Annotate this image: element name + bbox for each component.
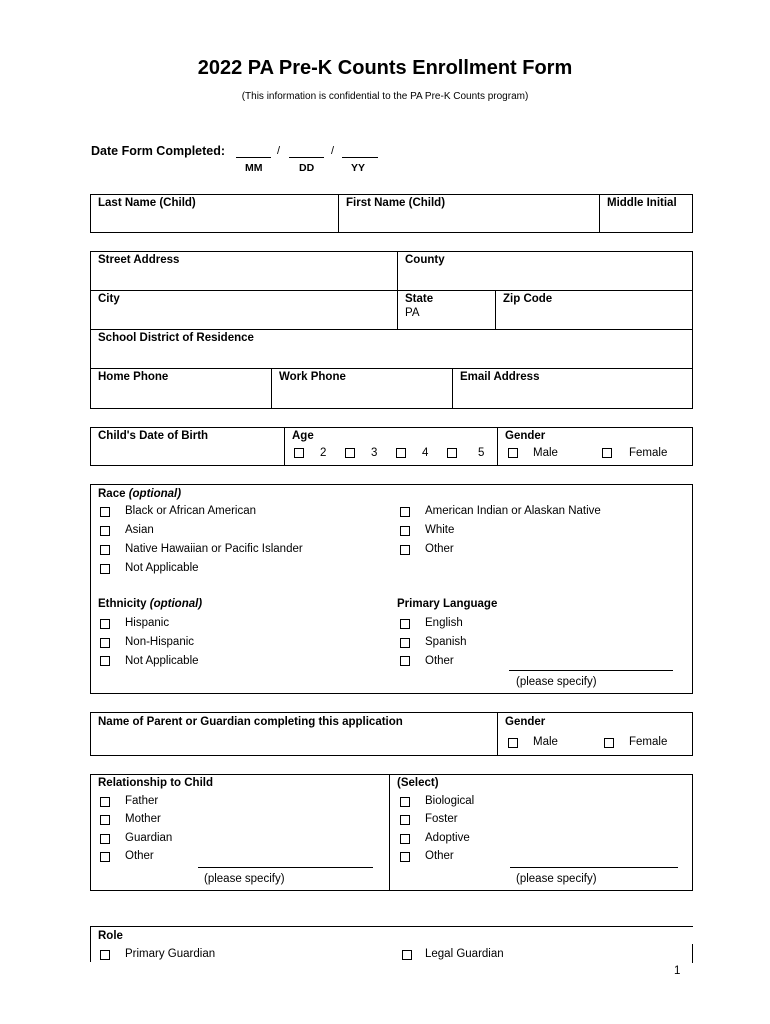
relationship-option: Other [125, 850, 154, 862]
race-option: Native Hawaiian or Pacific Islander [125, 543, 303, 555]
date-completed-label: Date Form Completed: [91, 144, 226, 158]
race-label: Race (optional) [98, 488, 182, 500]
language-other-checkbox[interactable] [400, 656, 410, 666]
middle-initial-label: Middle Initial [607, 197, 677, 209]
primary-language-label: Primary Language [397, 598, 498, 610]
relationship-other-checkbox[interactable] [100, 852, 110, 862]
child-gender-male-checkbox[interactable] [508, 448, 518, 458]
relationship-specify-input[interactable] [198, 867, 373, 868]
select-biological-checkbox[interactable] [400, 797, 410, 807]
race-option: American Indian or Alaskan Native [425, 505, 601, 517]
gender-male-label: Male [533, 736, 558, 748]
select-option: Other [425, 850, 454, 862]
state-value: PA [405, 307, 420, 319]
language-english-checkbox[interactable] [400, 619, 410, 629]
role-primary-checkbox[interactable] [100, 950, 110, 960]
race-not-applicable-checkbox[interactable] [100, 564, 110, 574]
last-name-label: Last Name (Child) [98, 197, 196, 209]
ethnicity-option: Not Applicable [125, 655, 199, 667]
relationship-select-label: (Select) [397, 777, 439, 789]
date-mm-field[interactable] [236, 157, 271, 158]
race-white-checkbox[interactable] [400, 526, 410, 536]
age-5-checkbox[interactable] [447, 448, 457, 458]
city-label: City [98, 293, 120, 305]
select-specify-label: (please specify) [516, 873, 597, 885]
ethnicity-label: Ethnicity (optional) [98, 598, 203, 610]
home-phone-input[interactable] [92, 387, 269, 407]
child-dob-label: Child's Date of Birth [98, 430, 209, 442]
role-legal-checkbox[interactable] [402, 950, 412, 960]
page-number: 1 [674, 965, 681, 977]
race-black-checkbox[interactable] [100, 507, 110, 517]
relationship-mother-checkbox[interactable] [100, 815, 110, 825]
child-dob-input[interactable] [92, 446, 282, 464]
relationship-father-checkbox[interactable] [100, 797, 110, 807]
first-name-input[interactable] [341, 212, 597, 231]
age-option: 4 [422, 447, 429, 459]
select-other-checkbox[interactable] [400, 852, 410, 862]
first-name-label: First Name (Child) [346, 197, 446, 209]
date-yy-field[interactable] [342, 157, 378, 158]
language-option: Spanish [425, 636, 467, 648]
select-option: Adoptive [425, 832, 470, 844]
zip-code-label: Zip Code [503, 293, 553, 305]
gender-male-label: Male [533, 447, 558, 459]
state-label: State [405, 293, 434, 305]
date-separator: / [277, 145, 281, 157]
parent-name-input[interactable] [92, 733, 495, 754]
race-option: White [425, 524, 455, 536]
city-input[interactable] [92, 309, 395, 328]
gender-female-label: Female [629, 447, 668, 459]
date-mm-label: MM [245, 162, 263, 174]
child-gender-label: Gender [505, 430, 546, 442]
age-option: 3 [371, 447, 378, 459]
select-option: Foster [425, 813, 458, 825]
age-2-checkbox[interactable] [294, 448, 304, 458]
race-american-indian-checkbox[interactable] [400, 507, 410, 517]
ethnicity-not-applicable-checkbox[interactable] [100, 656, 110, 666]
street-address-input[interactable] [92, 270, 395, 289]
relationship-specify-label: (please specify) [204, 873, 285, 885]
parent-gender-male-checkbox[interactable] [508, 738, 518, 748]
relationship-label: Relationship to Child [98, 777, 213, 789]
date-separator: / [331, 145, 335, 157]
race-option: Not Applicable [125, 562, 199, 574]
ethnicity-option: Non-Hispanic [125, 636, 195, 648]
street-address-label: Street Address [98, 254, 180, 266]
confidentiality-note: (This information is confidential to the PA Pre-K Counts program) [241, 91, 529, 102]
relationship-guardian-checkbox[interactable] [100, 834, 110, 844]
parent-gender-female-checkbox[interactable] [604, 738, 614, 748]
language-spanish-checkbox[interactable] [400, 638, 410, 648]
county-input[interactable] [400, 270, 691, 289]
select-foster-checkbox[interactable] [400, 815, 410, 825]
work-phone-input[interactable] [274, 387, 450, 407]
date-dd-field[interactable] [289, 157, 324, 158]
role-option: Primary Guardian [125, 948, 216, 960]
language-specify-input[interactable] [509, 670, 673, 671]
email-input[interactable] [455, 387, 691, 407]
role-box-top [90, 926, 693, 927]
race-hawaiian-checkbox[interactable] [100, 545, 110, 555]
age-option: 5 [478, 447, 485, 459]
parent-name-label: Name of Parent or Guardian completing this application [98, 716, 403, 728]
page-title: 2022 PA Pre-K Counts Enrollment Form [197, 57, 573, 79]
school-district-label: School District of Residence [98, 332, 254, 344]
race-other-checkbox[interactable] [400, 545, 410, 555]
language-option: Other [425, 655, 454, 667]
ethnicity-option: Hispanic [125, 617, 170, 629]
school-district-input[interactable] [92, 348, 691, 367]
age-3-checkbox[interactable] [345, 448, 355, 458]
child-gender-female-checkbox[interactable] [602, 448, 612, 458]
ethnicity-hispanic-checkbox[interactable] [100, 619, 110, 629]
language-specify-label: (please specify) [516, 676, 597, 688]
age-option: 2 [320, 447, 327, 459]
date-yy-label: YY [351, 162, 366, 174]
relationship-option: Father [125, 795, 159, 807]
zip-code-input[interactable] [498, 309, 691, 328]
relationship-box [90, 774, 693, 891]
select-option: Biological [425, 795, 475, 807]
work-phone-label: Work Phone [279, 371, 346, 383]
age-4-checkbox[interactable] [396, 448, 406, 458]
ethnicity-non-hispanic-checkbox[interactable] [100, 638, 110, 648]
date-dd-label: DD [299, 162, 315, 174]
gender-female-label: Female [629, 736, 668, 748]
language-option: English [425, 617, 463, 629]
relationship-option: Guardian [125, 832, 173, 844]
race-option: Black or African American [125, 505, 257, 517]
county-label: County [405, 254, 445, 266]
role-label: Role [98, 930, 123, 942]
last-name-input[interactable] [92, 212, 336, 231]
age-label: Age [292, 430, 314, 442]
parent-gender-label: Gender [505, 716, 546, 728]
race-asian-checkbox[interactable] [100, 526, 110, 536]
select-adoptive-checkbox[interactable] [400, 834, 410, 844]
home-phone-label: Home Phone [98, 371, 169, 383]
role-option: Legal Guardian [425, 948, 504, 960]
race-option: Asian [125, 524, 154, 536]
middle-initial-input[interactable] [602, 212, 691, 231]
select-specify-input[interactable] [510, 867, 678, 868]
email-label: Email Address [460, 371, 540, 383]
race-option: Other [425, 543, 454, 555]
relationship-option: Mother [125, 813, 161, 825]
